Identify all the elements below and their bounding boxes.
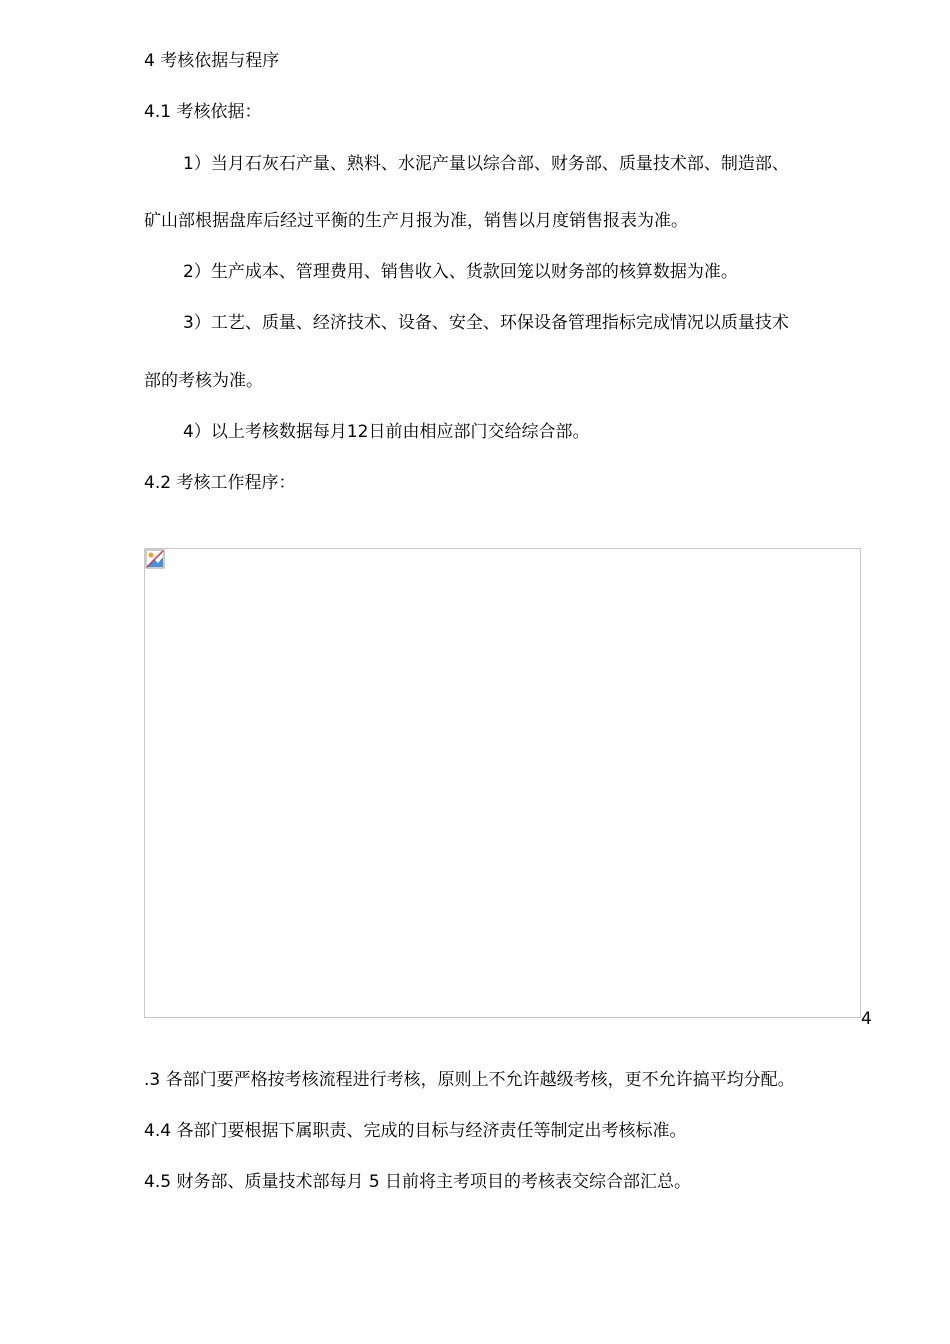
section-4-5: 4.5 财务部、质量技术部每月 5 日前将主考项目的考核表交综合部汇总。 (144, 1172, 692, 1192)
section-4-2-title: 4.2 考核工作程序： (144, 473, 296, 493)
item-1-line-1: 1）当月石灰石产量、熟料、水泥产量以综合部、财务部、质量技术部、制造部、 (183, 154, 789, 174)
section-heading: 4 考核依据与程序 (144, 51, 280, 71)
broken-image-icon (145, 549, 165, 569)
section-number-fragment: 4 (861, 1009, 872, 1029)
workflow-image-placeholder (144, 548, 861, 1018)
section-4-1-title: 4.1 考核依据： (144, 102, 262, 122)
item-3-line-1: 3）工艺、质量、经济技术、设备、安全、环保设备管理指标完成情况以质量技术 (183, 313, 789, 333)
section-4-3: .3 各部门要严格按考核流程进行考核，原则上不允许越级考核，更不允许搞平均分配。 (144, 1070, 795, 1090)
item-4: 4）以上考核数据每月12日前由相应部门交给综合部。 (183, 422, 590, 442)
section-4-4: 4.4 各部门要根据下属职责、完成的目标与经济责任等制定出考核标准。 (144, 1121, 687, 1141)
item-2: 2）生产成本、管理费用、销售收入、货款回笼以财务部的核算数据为准。 (183, 262, 738, 282)
item-3-line-2: 部的考核为准。 (144, 371, 263, 391)
item-1-line-2: 矿山部根据盘库后经过平衡的生产月报为准，销售以月度销售报表为准。 (144, 211, 688, 231)
